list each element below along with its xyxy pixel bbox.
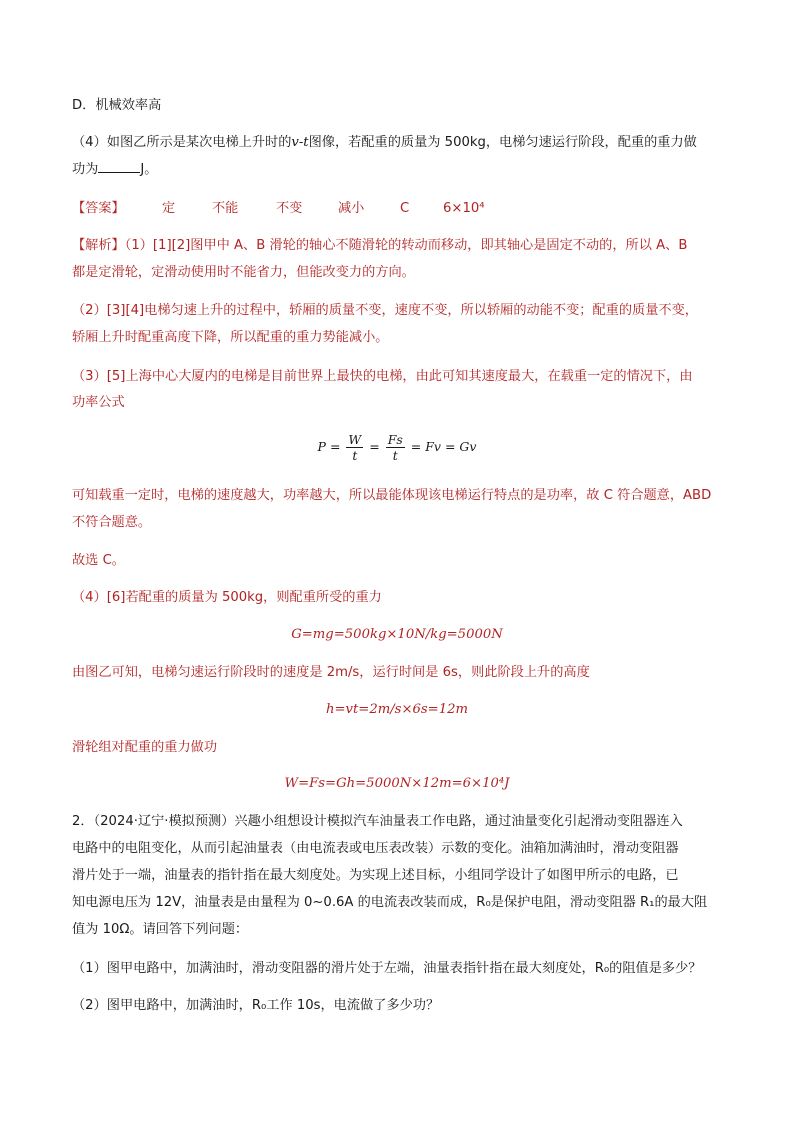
question-2-part-1: （1）图甲电路中，加满油时，滑动变阻器的滑片处于左端，油量表指针指在最大刻度处，R₀的阻值是多少？ [72, 961, 702, 976]
answer-4: 减小 [338, 201, 365, 216]
question-2-line-2: 电路中的电阻变化，从而引起油量表（由电流表或电压表改装）示数的变化。油箱加满油时，滑动变阻器 [72, 841, 679, 856]
answer-2: 不能 [212, 201, 239, 216]
question-2-line-1: 2．（2024·辽宁·模拟预测）兴趣小组想设计模拟汽车油量表工作电路，通过油量变化引起滑动变阻器连入 [72, 814, 683, 829]
formula-w: W [348, 432, 362, 447]
answer-blank [98, 160, 140, 173]
analysis-3e: 故选 C。 [72, 553, 125, 568]
answer-1: 定 [162, 201, 176, 216]
answer-6: 6×10⁴ [443, 201, 485, 216]
question-2-line-3: 滑片处于一端，油量表的指针指在最大刻度处。为实现上述目标，小组同学设计了如图甲所示的电路，已 [72, 868, 679, 883]
q4-text-a: （4）如图乙所示是某次电梯上升时的 [72, 135, 292, 150]
analysis-3d: 不符合题意。 [72, 515, 152, 530]
analysis-1a: （1）[1][2]图甲中 A、B 滑轮的轴心不随滑轮的转动而移动，即其轴心是固定不动的，所以 A、B [124, 238, 688, 253]
analysis-1b: 都是定滑轮，定滑动使用时不能省力，但能改变力的方向。 [72, 265, 415, 280]
formula-t2: t [392, 448, 398, 463]
question-2-part-2: （2）图甲电路中，加满油时，R₀工作 10s，电流做了多少功？ [72, 998, 440, 1013]
answer-label: 【答案】 [72, 201, 125, 216]
power-formula: P = $\frac{W}{t}$ = $\frac{Fs}{t}$ = Fv = Gv [317, 432, 477, 463]
analysis-3a: （3）[5]上海中心大厦内的电梯是目前世界上最快的电梯，由此可知其速度最大，在载重一定的情况下，由 [72, 369, 693, 384]
q4-text-c1: 功为 [72, 162, 99, 177]
fraction-fs-t [386, 432, 405, 463]
formula-gravity: G=mg=500kg×10N/kg=5000N [291, 627, 503, 642]
question-4-line-2 [72, 160, 157, 179]
analysis-line-1 [72, 237, 687, 255]
formula-p: P [317, 439, 326, 454]
answer-3: 不变 [276, 201, 303, 216]
q4-vt: v-t [291, 135, 309, 150]
formula-t1: t [352, 448, 358, 463]
analysis-2b: 轿厢上升时配重高度下降，所以配重的重力势能减小。 [72, 330, 389, 345]
analysis-4c: 滑轮组对配重的重力做功 [72, 740, 218, 755]
question-2-line-5: 值为 10Ω。请回答下列问题： [72, 922, 249, 937]
analysis-3b: 功率公式 [72, 395, 125, 410]
formula-tail: = Fv = Gv [410, 439, 477, 454]
formula-height: h=vt=2m/s×6s=12m [326, 702, 468, 717]
q4-text-c2: J。 [140, 162, 158, 177]
q4-text-b: 图像，若配重的质量为 500kg，电梯匀速运行阶段，配重的重力做 [308, 135, 697, 150]
formula-fs: Fs [387, 432, 403, 447]
analysis-4b: 由图乙可知，电梯匀速运行阶段时的速度是 2m/s，运行时间是 6s，则此阶段上升的高度 [72, 665, 590, 680]
analysis-2a: （2）[3][4]电梯匀速上升的过程中，轿厢的质量不变，速度不变，所以轿厢的动能不变；配重的质量不变， [72, 303, 698, 318]
formula-work: W=Fs=Gh=5000N×12m=6×10⁴J [284, 776, 510, 791]
option-d: D．机械效率高 [72, 98, 162, 113]
analysis-4a: （4）[6]若配重的质量为 500kg，则配重所受的重力 [72, 590, 382, 605]
fraction-w-t [346, 432, 363, 463]
question-4-line-1 [72, 134, 697, 152]
question-2-line-4: 知电源电压为 12V，油量表是由量程为 0~0.6A 的电流表改装而成，R₀是保护电阻，滑动变阻器 R₁的最大阻 [72, 895, 708, 910]
answer-5: C [400, 201, 410, 216]
analysis-label: 【解析】 [72, 238, 125, 253]
analysis-3c: 可知载重一定时，电梯的速度越大，功率越大，所以最能体现该电梯运行特点的是功率，故 C 符合题意，ABD [72, 488, 712, 503]
